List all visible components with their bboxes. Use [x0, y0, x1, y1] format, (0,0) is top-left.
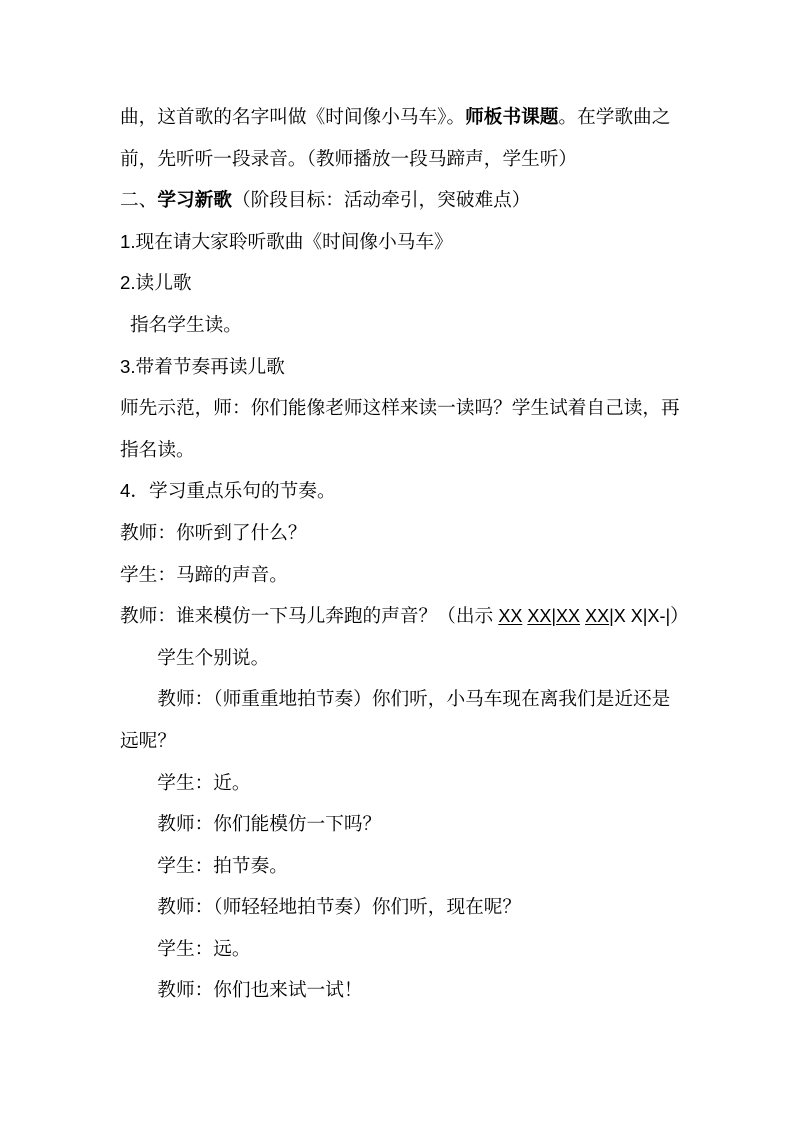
step-2-detail: 指名学生读。	[130, 313, 242, 335]
dialogue-student-2: 学生个别说。	[157, 646, 270, 668]
dialogue-student-5: 学生：远。	[157, 937, 251, 959]
intro-line-2: 前，先听听一段录音。（教师播放一段马蹄声，学生听）	[120, 147, 578, 169]
rhythm-beat: XX	[556, 606, 581, 627]
section-heading	[120, 179, 700, 221]
rhythm-notation	[498, 606, 670, 626]
board-title-instruction: 师板书课题	[465, 106, 559, 127]
section-title: 学习新歌	[157, 189, 232, 211]
step-4: 4．学习重点乐句的节奏。	[120, 480, 336, 502]
dialogue-student-1: 学生：马蹄的声音。	[120, 563, 288, 585]
step-2: 2.读儿歌	[120, 272, 192, 294]
intro-text: 曲，这首歌的名字叫做《时间像小马车》。	[120, 106, 466, 127]
section-number: 二、	[120, 189, 158, 211]
rhythm-tail: |X X|X-|	[609, 606, 671, 627]
dialogue-teacher-5: 教师：（师轻轻地拍节奏）你们听，现在呢？	[157, 896, 522, 918]
dialogue-teacher-1: 教师：你听到了什么？	[120, 521, 307, 543]
dialogue-student-3: 学生：近。	[157, 771, 251, 793]
dialogue-teacher-2	[120, 595, 700, 637]
rhythm-barline: |	[551, 606, 557, 627]
dialogue-teacher-6: 教师：你们也来试一试！	[157, 979, 363, 1001]
step-3-detail-line-2: 指名读。	[120, 438, 195, 460]
rhythm-beat: XX	[498, 606, 523, 627]
closing-paren: ）	[670, 605, 689, 627]
rhythm-beat: XX	[585, 606, 610, 627]
dialogue-teacher-2-text: 教师：谁来模仿一下马儿奔跑的声音？（出示	[120, 605, 499, 627]
intro-text-continued: 。在学歌曲之	[558, 106, 671, 127]
rhythm-beat: XX	[527, 606, 552, 627]
dialogue-teacher-3-line-2: 远呢？	[120, 729, 176, 751]
lesson-plan-body	[120, 96, 700, 1011]
dialogue-teacher-4: 教师：你们能模仿一下吗？	[157, 813, 382, 835]
dialogue-student-4: 学生：拍节奏。	[157, 854, 288, 876]
dialogue-teacher-3-line-1: 教师：（师重重地拍节奏）你们听，小马车现在离我们是近还是	[157, 688, 671, 710]
step-3-detail-line-1: 师先示范，师：你们能像老师这样来读一读吗？学生试着自己读，再	[120, 397, 680, 419]
step-1: 1.现在请大家聆听歌曲《时间像小马车》	[120, 230, 453, 252]
step-3: 3.带着节奏再读儿歌	[120, 355, 285, 377]
intro-line-1	[120, 96, 700, 138]
section-goal-note: （阶段目标：活动牵引，突破难点）	[231, 189, 531, 211]
